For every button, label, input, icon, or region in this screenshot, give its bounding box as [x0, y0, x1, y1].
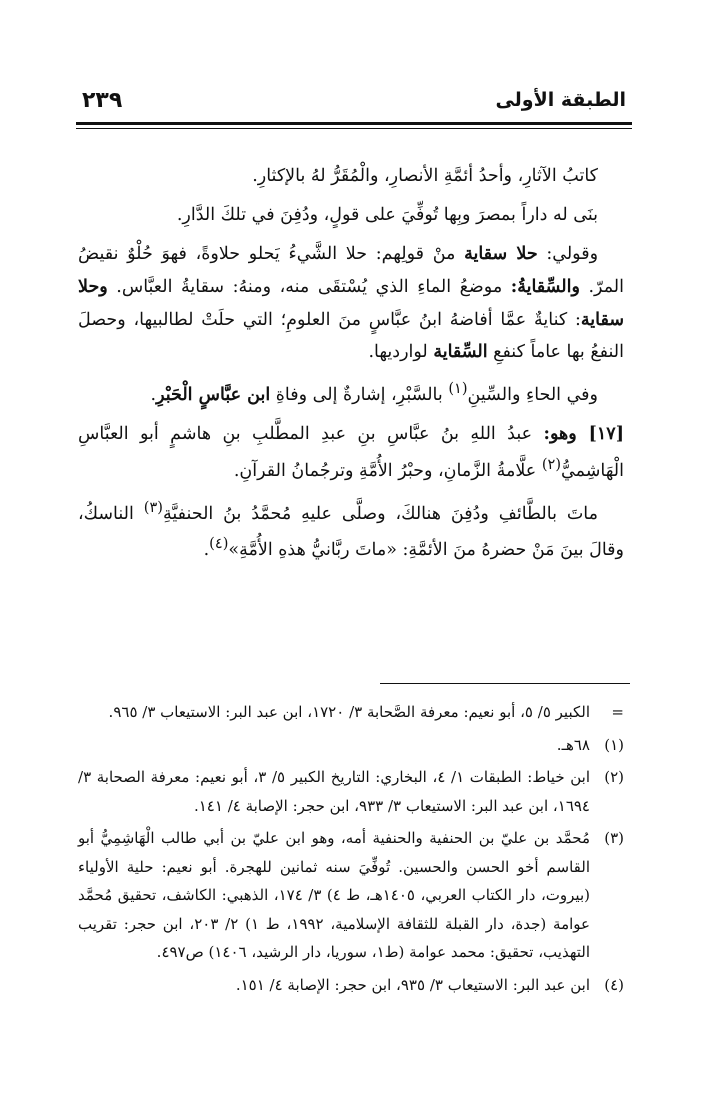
footnote-marker: (١) [604, 735, 624, 754]
paragraph: كاتبُ الآثارِ، وأحدُ أئمَّةِ الأنصارِ، والْمُقَرُّ لهُ بالإكثارِ. [252, 166, 598, 186]
footnote-marker: = [611, 703, 624, 721]
main-text [78, 160, 624, 573]
bold-term: والسِّقايةُ: [510, 276, 580, 297]
footnote [78, 698, 624, 727]
chapter-title: الطبقة الأولى [495, 89, 626, 111]
footnote-marker: (٤) [604, 975, 624, 994]
bold-term: السِّقاية [433, 342, 488, 363]
running-header [82, 80, 626, 120]
entry-paragraph: [١٧] وهو: عبدُ اللهِ بنُ عبَّاسِ بنِ عبدِ المطَّلبِ بنِ هاشمٍ أبو العبَّاسِ الْهَاشِميُّ$^{(٢)}$ علَّامةُ الزَّمانِ، وحبْرُ الأُمَّةِ وترجُمانُ القرآنِ. [78, 424, 624, 481]
bold-term: ابن عبَّاسٍ الْحَبْرِ [156, 385, 271, 406]
header-rule-thin [76, 128, 632, 129]
page-number: ٢٣٩ [82, 87, 123, 113]
footnote-marker: (٢) [604, 768, 624, 786]
bold-term: وحلا سقاية [78, 276, 624, 330]
footnote-text: ابن خياط: الطبقات ١/ ٤، البخاري: التاريخ الكبير ٥/ ٣، أبو نعيم: معرفة الصحابة ٣/ ١٦٩٤، ابن عبد البر: الاستيعاب ٣/ ٩٣٣، ابن حجر: الإصابة ٤/ ١٤١. [78, 768, 590, 815]
paragraph: بنَى له داراً بمصرَ وبِها تُوفِّيَ على قولٍ، ودُفِنَ في تلكَ الدَّارِ. [176, 204, 598, 225]
footnote [78, 731, 624, 760]
bold-term: حلا سقاية [464, 243, 538, 264]
footnote-ref[interactable]: (٤) [209, 535, 229, 553]
footnote [78, 763, 624, 820]
paragraph: ماتَ بالطَّائفِ ودُفِنَ هنالكَ، وصلَّى عليهِ مُحمَّدُ بنُ الحنفيَّةِ$^{(٣)}$ الناسكُ، وقالَ بينَ مَنْ حضرهُ منَ الأئمَّةِ: «ماتَ ربَّانيُّ هذهِ الأُمَّةِ»$^{(٤)}$. [78, 498, 624, 561]
footnote-ref[interactable]: (٢) [541, 455, 562, 473]
footnote-separator [380, 683, 630, 684]
footnote [78, 971, 624, 1000]
header-rule-thick [76, 122, 632, 125]
footnote-text: مُحمَّد بن عليّ بن الحنفية والحنفية أمه، وهو ابن عليّ بن أبي طالب الْهَاشِمِيُّ أبو القاسم أخو الحسن والحسين. تُوفِّيَ سنه ثمانين للهجرة. أبو نعيم: حلية الأولياء (بيروت، دار الكتاب العربي، ١٤٠٥هـ، ط ٤) ٣/ ١٧٤، الذهبي: الكاشف، تحقيق مُحمَّد عوامة (جدة، دار القبلة للثقافة الإسلامية، ١٩٩٢، ط ١) ٢/ ٢٠٣، ابن حجر: تقريب التهذيب، تحقيق: محمد عوامة (ط١، سوريا، دار الرشيد، ١٤٠٦) ص٤٩٧. [78, 829, 591, 961]
footnote-text: الكبير ٥/ ٥، أبو نعيم: معرفة الصَّحابة ٣/ ١٧٢٠، ابن عبد البر: الاستيعاب ٣/ ٩٦٥. [108, 703, 590, 721]
footnote-text: ٦٨هـ. [556, 735, 590, 754]
paragraph: وقولي: حلا سقاية منْ قولِهم: حلا الشَّيءُ يَحلو حلاوةً، فهوَ حُلْوٌ نقيضُ المرّ. والسِّقايةُ: موضعُ الماءِ الذي يُسْتقَى منه، ومنهُ: سقايةُ العبَّاس. وحلا سقاية: كنايةٌ عمَّا أفاضهُ ابنُ عبَّاسٍ منَ العلومِ؛ التي حلَتْ لطالبيها، وحصلَ النفعُ بها عاماً كنفعِ السِّقاية لوارديها. [78, 243, 625, 363]
paragraph: وفي الحاءِ والسِّينِ$^{(١)}$ بالسَّبْرِ، إشارةٌ إلى وفاةِ ابن عبَّاسٍ الْحَبْرِ. [150, 380, 598, 406]
footnote [78, 824, 624, 967]
footnote-ref[interactable]: (٣) [143, 498, 163, 516]
footnote-marker: (٣) [604, 829, 624, 847]
footnote-ref[interactable]: (١) [448, 380, 468, 398]
entry-number: [١٧] وهو: [543, 424, 624, 445]
footnote-text: ابن عبد البر: الاستيعاب ٣/ ٩٣٥، ابن حجر: الإصابة ٤/ ١٥١. [235, 975, 590, 994]
footnotes [78, 698, 624, 1003]
